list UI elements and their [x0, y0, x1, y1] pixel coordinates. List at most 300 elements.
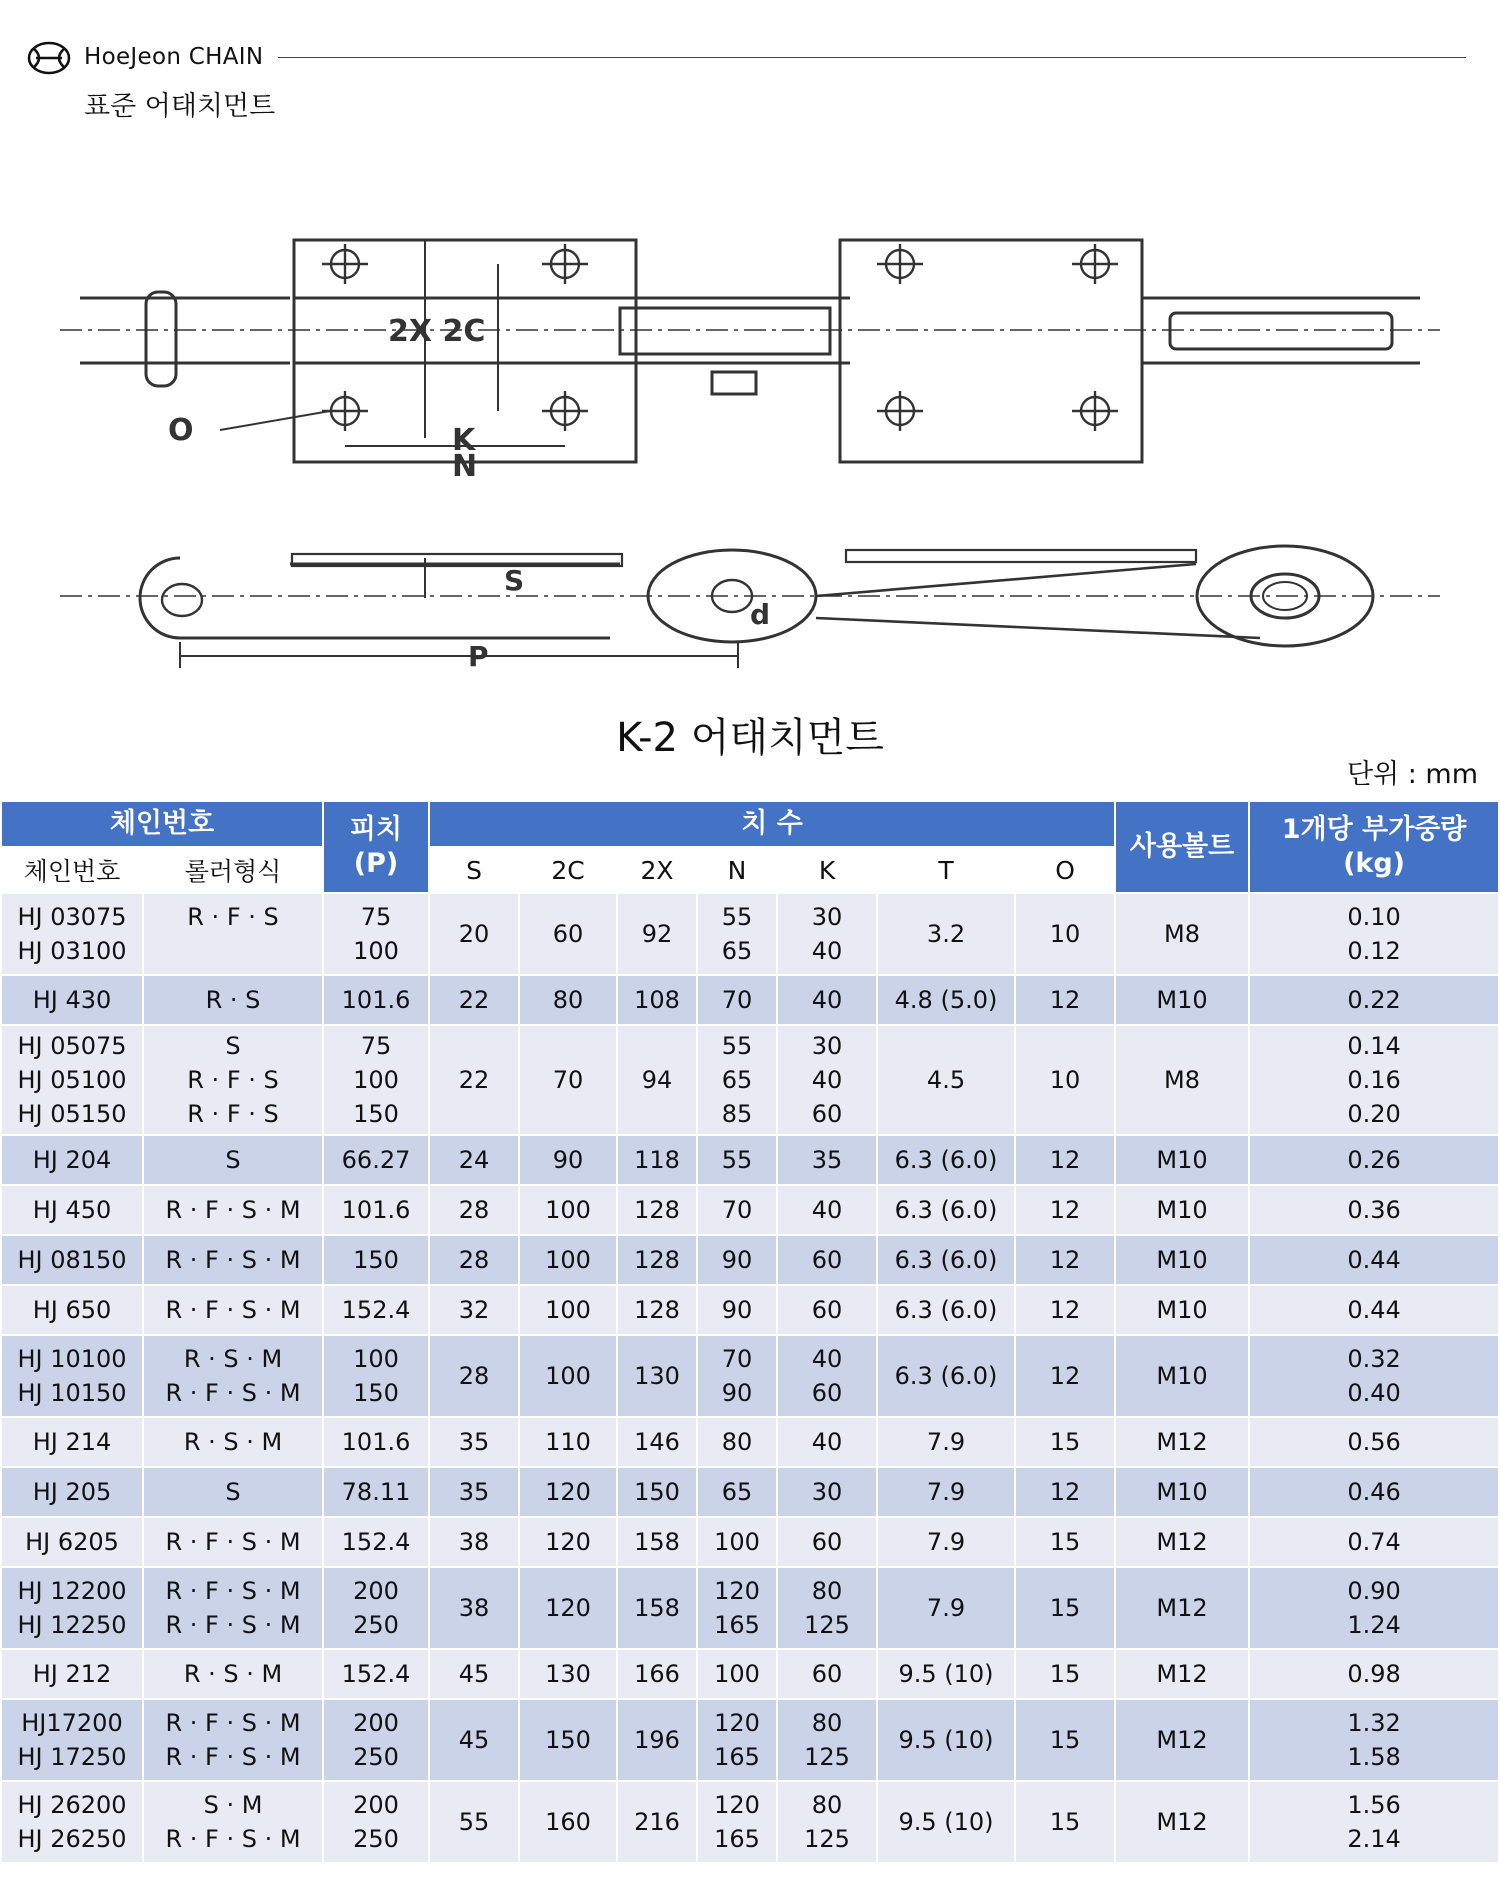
cell-chain-no-line: HJ 26200	[17, 1791, 127, 1819]
cell-roller-type	[144, 1700, 322, 1780]
cell-bolt: M8	[1116, 894, 1248, 974]
cell-pitch	[324, 1186, 428, 1234]
cell-n	[698, 1186, 776, 1234]
cell-weight	[1250, 1136, 1498, 1184]
cell-chain-no-line: HJ 650	[32, 1296, 112, 1324]
cell-pitch-line: 100	[353, 937, 399, 965]
cell-t: 7.9	[878, 1418, 1014, 1466]
figure-caption: K-2 어태치먼트	[616, 715, 884, 761]
cell-n	[698, 976, 776, 1024]
table-row	[2, 1286, 1498, 1334]
cell-k-line: 125	[804, 1825, 850, 1853]
cell-weight-line: 0.46	[1347, 1478, 1401, 1506]
cell-roller-type	[144, 1236, 322, 1284]
cell-chain-no	[2, 1418, 142, 1466]
cell-pitch-line: 200	[353, 1709, 399, 1737]
cell-roller-type-line: R · S · M	[183, 1345, 283, 1373]
table-row	[2, 1026, 1498, 1134]
cell-bolt: M12	[1116, 1650, 1248, 1698]
cell-n-line: 165	[714, 1611, 760, 1639]
cell-bolt: M10	[1116, 1286, 1248, 1334]
cell-weight	[1250, 894, 1498, 974]
cell-t: 9.5 (10)	[878, 1650, 1014, 1698]
side-view-attachment-right	[846, 550, 1196, 562]
subheader-k: K	[778, 848, 876, 892]
brand-name: HoeJeon CHAIN	[84, 44, 264, 70]
cell-chain-no-line: HJ 03075	[17, 903, 127, 931]
cell-k	[778, 894, 876, 974]
cell-weight	[1250, 1700, 1498, 1780]
cell-chain-no-line: HJ17200	[21, 1709, 123, 1737]
attachment-spec-table	[0, 800, 1500, 1864]
cell-chain-no-line: HJ 05075	[17, 1032, 127, 1060]
middle-pin-head	[712, 372, 756, 394]
cell-k-line: 30	[811, 1032, 843, 1060]
cell-pitch	[324, 894, 428, 974]
cell-weight-line: 0.22	[1347, 986, 1401, 1014]
cell-2c: 80	[520, 976, 616, 1024]
subheader-chain-no: 체인번호	[2, 848, 142, 892]
cell-n-line: 55	[721, 1146, 753, 1174]
cell-weight	[1250, 976, 1498, 1024]
cell-2x: 108	[618, 976, 696, 1024]
cell-s: 28	[430, 1186, 518, 1234]
cell-k	[778, 1136, 876, 1184]
cell-k-line: 40	[811, 1196, 843, 1224]
cell-bolt: M12	[1116, 1518, 1248, 1566]
cell-chain-no-line: HJ 08150	[17, 1246, 127, 1274]
cell-weight-line: 0.40	[1347, 1379, 1401, 1407]
cell-chain-no-line: HJ 6205	[25, 1528, 119, 1556]
cell-chain-no-line: HJ 450	[32, 1196, 112, 1224]
table-row	[2, 1468, 1498, 1516]
cell-n-line: 65	[721, 937, 753, 965]
cell-n-line: 65	[721, 1478, 753, 1506]
cell-o: 10	[1016, 894, 1114, 974]
cell-weight-line: 0.14	[1347, 1032, 1401, 1060]
cell-pitch-line: 78.11	[341, 1478, 411, 1506]
cell-n-line: 165	[714, 1825, 760, 1853]
cell-weight-line: 1.32	[1347, 1709, 1401, 1737]
cell-2c: 100	[520, 1336, 616, 1416]
cell-roller-type	[144, 1186, 322, 1234]
header-pitch	[324, 802, 428, 892]
cell-weight-line: 0.10	[1347, 903, 1401, 931]
cell-chain-no-line: HJ 214	[32, 1428, 112, 1456]
cell-weight-line: 1.56	[1347, 1791, 1401, 1819]
cell-pitch-line: 152.4	[341, 1660, 411, 1688]
cell-o: 12	[1016, 1468, 1114, 1516]
cell-pitch-line: 75	[360, 1032, 392, 1060]
cell-k	[778, 1236, 876, 1284]
cell-2c: 110	[520, 1418, 616, 1466]
cell-2x: 128	[618, 1236, 696, 1284]
cell-s: 55	[430, 1782, 518, 1862]
cell-chain-no	[2, 1568, 142, 1648]
cell-t: 6.3 (6.0)	[878, 1286, 1014, 1334]
cell-bolt: M10	[1116, 976, 1248, 1024]
cell-chain-no	[2, 1782, 142, 1862]
middle-link	[620, 308, 830, 354]
cell-roller-type-line: R · F · S	[187, 1066, 279, 1094]
header-chain-no-group: 체인번호	[2, 802, 322, 846]
cell-roller-type	[144, 1518, 322, 1566]
cell-2c: 70	[520, 1026, 616, 1134]
cell-k	[778, 1568, 876, 1648]
cell-roller-type	[144, 1026, 322, 1134]
cell-chain-no-line: HJ 204	[32, 1146, 112, 1174]
cell-n	[698, 1700, 776, 1780]
cell-weight	[1250, 1650, 1498, 1698]
cell-roller-type-line: R · F · S · M	[165, 1379, 301, 1407]
cell-n	[698, 1568, 776, 1648]
cell-k-line: 40	[811, 1428, 843, 1456]
cell-s: 45	[430, 1650, 518, 1698]
cell-2c: 130	[520, 1650, 616, 1698]
cell-2x: 166	[618, 1650, 696, 1698]
cell-pitch-line: 101.6	[341, 1428, 411, 1456]
cell-weight	[1250, 1468, 1498, 1516]
subheader-2c: 2C	[520, 848, 616, 892]
cell-weight-line: 0.98	[1347, 1660, 1401, 1688]
cell-weight	[1250, 1026, 1498, 1134]
cell-o: 15	[1016, 1418, 1114, 1466]
cell-weight	[1250, 1782, 1498, 1862]
cell-roller-type	[144, 1568, 322, 1648]
cell-2c: 90	[520, 1136, 616, 1184]
cell-chain-no	[2, 1236, 142, 1284]
unit-label: 단위 : mm	[1346, 759, 1478, 790]
cell-t: 4.8 (5.0)	[878, 976, 1014, 1024]
table-row	[2, 1568, 1498, 1648]
table-row	[2, 1418, 1498, 1466]
subheader-n: N	[698, 848, 776, 892]
cell-n-line: 120	[714, 1791, 760, 1819]
cell-k	[778, 1782, 876, 1862]
cell-roller-type-line: R · F · S	[187, 903, 279, 931]
cell-k-line: 35	[811, 1146, 843, 1174]
spec-table-body	[2, 894, 1498, 1862]
cell-pitch	[324, 1286, 428, 1334]
header-bolt: 사용볼트	[1116, 802, 1248, 892]
cell-n	[698, 1782, 776, 1862]
cell-t: 6.3 (6.0)	[878, 1136, 1014, 1184]
cell-pitch	[324, 1468, 428, 1516]
cell-k	[778, 1700, 876, 1780]
cell-weight	[1250, 1568, 1498, 1648]
cell-n	[698, 1418, 776, 1466]
hoejeon-logo-icon	[26, 38, 72, 78]
cell-pitch-line: 100	[353, 1345, 399, 1373]
table-row	[2, 976, 1498, 1024]
cell-roller-type	[144, 1336, 322, 1416]
cell-n	[698, 1286, 776, 1334]
cell-chain-no	[2, 1026, 142, 1134]
cell-chain-no-line: HJ 10150	[17, 1379, 127, 1407]
cell-2x: 216	[618, 1782, 696, 1862]
cell-chain-no-line: HJ 17250	[17, 1743, 127, 1771]
cell-roller-type-line: S	[225, 1146, 241, 1174]
dim-label-n: N	[452, 449, 478, 484]
cell-k-line: 80	[811, 1709, 843, 1737]
cell-chain-no-line: HJ 12250	[17, 1611, 127, 1639]
cell-2c: 160	[520, 1782, 616, 1862]
table-row	[2, 1136, 1498, 1184]
cell-chain-no	[2, 1468, 142, 1516]
cell-pitch	[324, 1418, 428, 1466]
cell-pitch	[324, 1650, 428, 1698]
cell-n	[698, 1518, 776, 1566]
cell-2x: 130	[618, 1336, 696, 1416]
cell-2x: 94	[618, 1026, 696, 1134]
cell-t: 9.5 (10)	[878, 1700, 1014, 1780]
cell-k-line: 60	[811, 1660, 843, 1688]
cell-chain-no	[2, 1518, 142, 1566]
cell-2x: 158	[618, 1518, 696, 1566]
cell-2c: 60	[520, 894, 616, 974]
cell-2c: 100	[520, 1236, 616, 1284]
cell-pitch-line: 152.4	[341, 1528, 411, 1556]
cell-2x: 92	[618, 894, 696, 974]
dim-label-d: d	[750, 598, 771, 631]
cell-chain-no	[2, 1700, 142, 1780]
cell-bolt: M8	[1116, 1026, 1248, 1134]
cell-n-line: 65	[721, 1066, 753, 1094]
cell-weight-line: 1.24	[1347, 1611, 1401, 1639]
cell-pitch	[324, 1568, 428, 1648]
dim-label-k: K	[452, 423, 476, 458]
cell-pitch-line: 101.6	[341, 986, 411, 1014]
cell-bolt: M10	[1116, 1136, 1248, 1184]
cell-k-line: 80	[811, 1791, 843, 1819]
cell-weight-line: 0.74	[1347, 1528, 1401, 1556]
header-divider	[278, 57, 1466, 58]
cell-bolt: M10	[1116, 1468, 1248, 1516]
cell-t: 3.2	[878, 894, 1014, 974]
cell-k-line: 40	[811, 1345, 843, 1373]
cell-pitch-line: 150	[353, 1100, 399, 1128]
cell-s: 28	[430, 1336, 518, 1416]
cell-bolt: M10	[1116, 1336, 1248, 1416]
cell-n	[698, 1650, 776, 1698]
subheader-2x: 2X	[618, 848, 696, 892]
cell-chain-no-line: HJ 05150	[17, 1100, 127, 1128]
cell-2c: 120	[520, 1518, 616, 1566]
cell-s: 28	[430, 1236, 518, 1284]
cell-o: 12	[1016, 1336, 1114, 1416]
cell-t: 6.3 (6.0)	[878, 1336, 1014, 1416]
cell-pitch-line: 66.27	[341, 1146, 411, 1174]
cell-weight-line: 0.32	[1347, 1345, 1401, 1373]
cell-chain-no-line: HJ 03100	[17, 937, 127, 965]
cell-o: 10	[1016, 1026, 1114, 1134]
cell-n-line: 120	[714, 1577, 760, 1605]
cell-pitch	[324, 1236, 428, 1284]
cell-pitch	[324, 1782, 428, 1862]
cell-k	[778, 976, 876, 1024]
cell-chain-no	[2, 976, 142, 1024]
header-pitch-label: 피치	[349, 814, 403, 845]
cell-n	[698, 1136, 776, 1184]
cell-roller-type-line: R · F · S · M	[165, 1196, 301, 1224]
right-attachment-plate	[840, 240, 1142, 462]
cell-n-line: 90	[721, 1296, 753, 1324]
cell-k-line: 30	[811, 903, 843, 931]
cell-2x: 146	[618, 1418, 696, 1466]
cell-roller-type-line: R · F · S · M	[165, 1528, 301, 1556]
cell-pitch-line: 250	[353, 1611, 399, 1639]
cell-weight	[1250, 1286, 1498, 1334]
cell-roller-type-line: R · F · S · M	[165, 1743, 301, 1771]
cell-k	[778, 1336, 876, 1416]
cell-pitch	[324, 976, 428, 1024]
cell-t: 4.5	[878, 1026, 1014, 1134]
cell-bolt: M12	[1116, 1700, 1248, 1780]
cell-bolt: M10	[1116, 1186, 1248, 1234]
cell-2x: 150	[618, 1468, 696, 1516]
cell-chain-no	[2, 894, 142, 974]
cell-2c: 120	[520, 1468, 616, 1516]
cell-weight	[1250, 1336, 1498, 1416]
cell-n-line: 55	[721, 903, 753, 931]
dim-label-p: P	[468, 640, 489, 673]
cell-o: 12	[1016, 1286, 1114, 1334]
cell-roller-type-line: R · F · S · M	[165, 1246, 301, 1274]
dim-label-o: O	[168, 413, 194, 448]
cell-pitch-line: 152.4	[341, 1296, 411, 1324]
cell-2x: 128	[618, 1186, 696, 1234]
cell-k-line: 30	[811, 1478, 843, 1506]
cell-k-line: 40	[811, 986, 843, 1014]
subheader-roller-type: 롤러형식	[144, 848, 322, 892]
cell-n-line: 55	[721, 1032, 753, 1060]
page-subtitle: 표준 어태치먼트	[84, 91, 276, 122]
cell-roller-type	[144, 976, 322, 1024]
header-weight-sub: (kg)	[1343, 848, 1406, 879]
cell-k	[778, 1650, 876, 1698]
cell-roller-type-line	[144, 934, 322, 968]
cell-weight-line: 0.56	[1347, 1428, 1401, 1456]
cell-n	[698, 1026, 776, 1134]
cell-pitch-line: 150	[353, 1379, 399, 1407]
cell-chain-no	[2, 1286, 142, 1334]
cell-roller-type	[144, 1286, 322, 1334]
cell-roller-type-line: S	[225, 1032, 241, 1060]
cell-pitch	[324, 1518, 428, 1566]
cell-weight-line: 2.14	[1347, 1825, 1401, 1853]
cell-pitch-line: 250	[353, 1743, 399, 1771]
cell-n-line: 70	[721, 1345, 753, 1373]
cell-n-line: 70	[721, 1196, 753, 1224]
cell-n-line: 120	[714, 1709, 760, 1737]
cell-k-line: 125	[804, 1743, 850, 1771]
cell-o: 12	[1016, 976, 1114, 1024]
side-view-link-left	[140, 558, 610, 638]
cell-weight-line: 0.36	[1347, 1196, 1401, 1224]
cell-chain-no-line: HJ 212	[32, 1660, 112, 1688]
cell-pitch-line: 100	[353, 1066, 399, 1094]
cell-roller-type-line: S	[225, 1478, 241, 1506]
header-weight-label: 1개당 부가중량	[1281, 814, 1467, 845]
cell-roller-type-line: R · S · M	[183, 1660, 283, 1688]
cell-n-line: 165	[714, 1743, 760, 1771]
table-row	[2, 1782, 1498, 1862]
cell-s: 22	[430, 976, 518, 1024]
cell-chain-no-line: HJ 05100	[17, 1066, 127, 1094]
table-row	[2, 1518, 1498, 1566]
attachment-technical-drawing	[20, 198, 1480, 708]
cell-roller-type-line: R · F · S · M	[165, 1577, 301, 1605]
header-dimensions-group: 치 수	[430, 802, 1114, 846]
cell-chain-no	[2, 1136, 142, 1184]
cell-n	[698, 894, 776, 974]
cell-chain-no-line: HJ 205	[32, 1478, 112, 1506]
cell-pitch-line: 200	[353, 1791, 399, 1819]
cell-roller-type	[144, 1418, 322, 1466]
table-row	[2, 1650, 1498, 1698]
page-header	[0, 0, 1500, 130]
cell-s: 22	[430, 1026, 518, 1134]
cell-roller-type-line: R · F · S · M	[165, 1296, 301, 1324]
cell-roller-type	[144, 1136, 322, 1184]
cell-weight	[1250, 1418, 1498, 1466]
cell-o: 15	[1016, 1568, 1114, 1648]
cell-o: 15	[1016, 1700, 1114, 1780]
cell-roller-type	[144, 894, 322, 974]
cell-chain-no-line: HJ 10100	[17, 1345, 127, 1373]
cell-n-line: 90	[721, 1379, 753, 1407]
cell-k	[778, 1286, 876, 1334]
header-weight	[1250, 802, 1498, 892]
cell-n-line: 80	[721, 1428, 753, 1456]
cell-chain-no-line: HJ 26250	[17, 1825, 127, 1853]
cell-roller-type-line: R · S · M	[183, 1428, 283, 1456]
cell-pitch	[324, 1026, 428, 1134]
cell-chain-no	[2, 1650, 142, 1698]
cell-weight	[1250, 1186, 1498, 1234]
cell-2c: 150	[520, 1700, 616, 1780]
cell-weight-line: 0.16	[1347, 1066, 1401, 1094]
cell-k	[778, 1418, 876, 1466]
cell-weight-line: 0.44	[1347, 1296, 1401, 1324]
cell-2x: 128	[618, 1286, 696, 1334]
cell-weight	[1250, 1236, 1498, 1284]
cell-s: 38	[430, 1518, 518, 1566]
cell-n-line: 85	[721, 1100, 753, 1128]
cell-t: 7.9	[878, 1468, 1014, 1516]
cell-t: 7.9	[878, 1518, 1014, 1566]
cell-s: 38	[430, 1568, 518, 1648]
cell-n	[698, 1236, 776, 1284]
cell-weight-line: 1.58	[1347, 1743, 1401, 1771]
table-row	[2, 894, 1498, 974]
cell-2c: 120	[520, 1568, 616, 1648]
cell-k	[778, 1026, 876, 1134]
cell-roller-type	[144, 1782, 322, 1862]
cell-chain-no	[2, 1336, 142, 1416]
header-pitch-sub: (P)	[353, 848, 399, 879]
cell-k-line: 125	[804, 1611, 850, 1639]
cell-2x: 196	[618, 1700, 696, 1780]
cell-k-line: 60	[811, 1379, 843, 1407]
table-row	[2, 1700, 1498, 1780]
cell-pitch-line: 200	[353, 1577, 399, 1605]
cell-s: 24	[430, 1136, 518, 1184]
cell-chain-no-line: HJ 12200	[17, 1577, 127, 1605]
cell-s: 35	[430, 1468, 518, 1516]
cell-s: 45	[430, 1700, 518, 1780]
right-link	[1170, 313, 1392, 349]
